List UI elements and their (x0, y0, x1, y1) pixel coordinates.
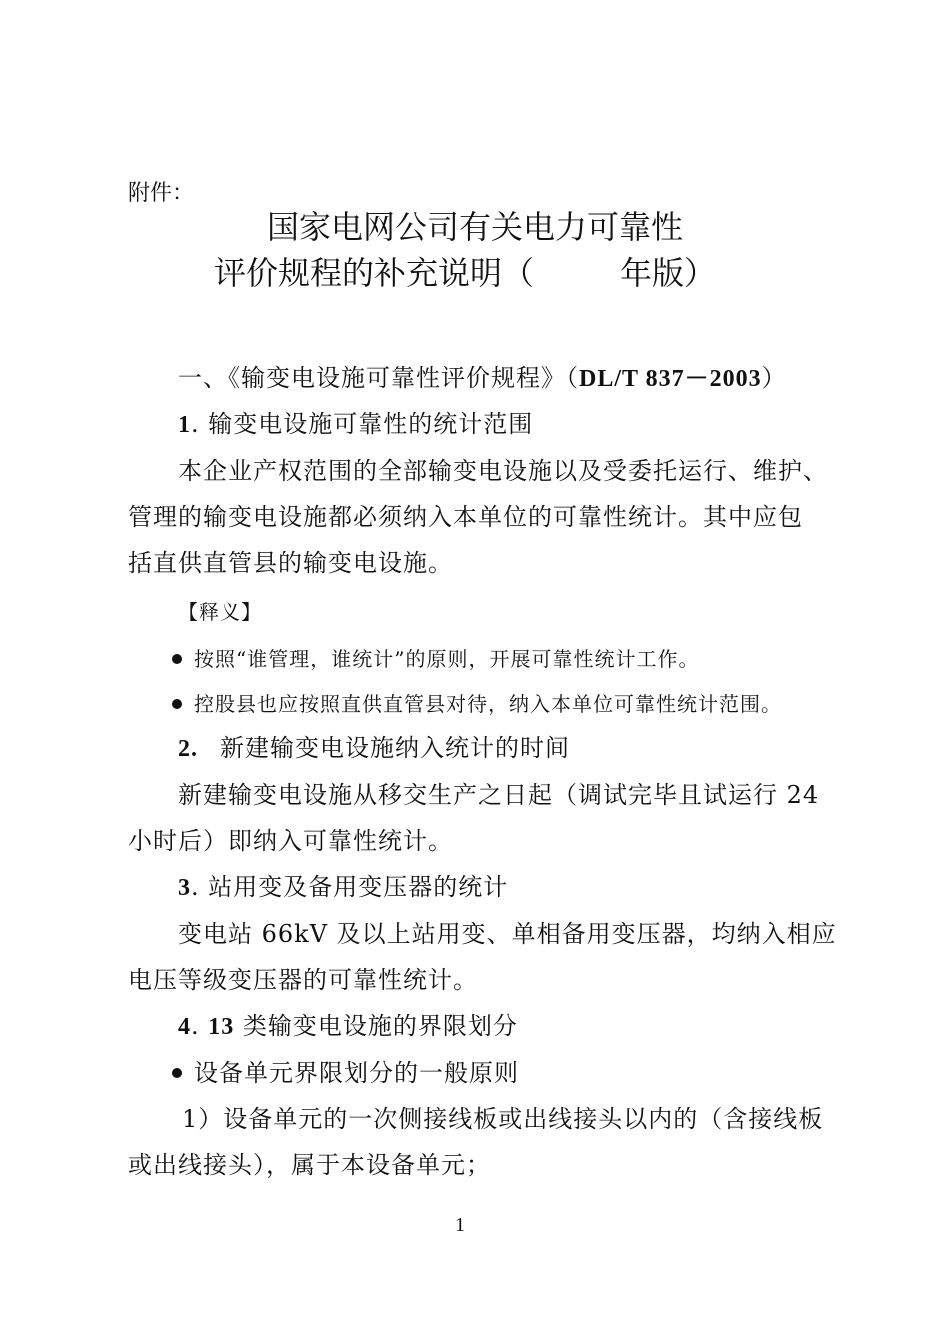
note-bullet-1-text: 按照“谁管理，谁统计”的原则，开展可靠性统计工作。 (194, 647, 700, 671)
item-1-heading (178, 404, 533, 439)
title-line-2-end: 年版） (620, 254, 717, 292)
item-2-paragraph-line-1: 新建输变电设施从移交生产之日起（调试完毕且试运行 24 (178, 781, 820, 809)
item-3-paragraph-line-2: 电压等级变压器的可靠性统计。 (128, 966, 478, 994)
item-4-count: 13 (208, 1014, 235, 1040)
bullet-icon (172, 699, 182, 709)
item-4-paragraph-line-2: 或出线接头），属于本设备单元； (128, 1151, 491, 1179)
item-1-paragraph-line-2: 管理的输变电设施都必须纳入本单位的可靠性统计。其中应包 (128, 503, 803, 531)
item-1-paragraph-line-1: 本企业产权范围的全部输变电设施以及受委托运行、维护、 (178, 457, 828, 485)
item-4-heading (178, 1006, 518, 1041)
item-2-title: 新建输变电设施纳入统计的时间 (220, 734, 570, 762)
title-line-2 (0, 248, 950, 294)
item-4-bullet (172, 1053, 519, 1088)
item-3-paragraph-line-1: 变电站 66kV 及以上站用变、单相备用变压器，均纳入相应 (178, 920, 837, 948)
item-3-number: 3 (178, 875, 191, 901)
note-bullet-2 (172, 688, 782, 717)
bullet-icon (172, 1068, 182, 1078)
note-bullet-2-text: 控股县也应按照直供直管县对待，纳入本单位可靠性统计范围。 (194, 692, 782, 716)
item-2-number: 2. (178, 736, 198, 762)
item-1-number: 1 (178, 412, 191, 438)
section-1-code: DL/T 837－2003 (579, 366, 762, 392)
section-1-heading (178, 358, 787, 393)
item-4-paragraph-line-1: 1）设备单元的一次侧接线板或出线接头以内的（含接线板 (182, 1105, 824, 1133)
bullet-icon (172, 654, 182, 664)
attachment-label: 附件： (128, 181, 195, 206)
item-4-title: 类输变电设施的界限划分 (234, 1012, 518, 1040)
item-1-paragraph-line-3: 括直供直管县的输变电设施。 (128, 549, 453, 577)
item-1-title: . 输变电设施可靠性的统计范围 (191, 410, 534, 438)
item-4-number: 4 (178, 1014, 191, 1040)
section-1-prefix: 一、《输变电设施可靠性评价规程》（ (178, 364, 579, 392)
title-line-2-start: 评价规程的补充说明（ (213, 254, 534, 292)
item-2-heading (178, 728, 570, 763)
item-4-bullet-text: 设备单元界限划分的一般原则 (194, 1059, 519, 1087)
note-label: 【释义】 (178, 600, 262, 624)
item-2-paragraph-line-2: 小时后）即纳入可靠性统计。 (128, 827, 453, 855)
item-3-title: . 站用变及备用变压器的统计 (191, 873, 509, 901)
title-line-1: 国家电网公司有关电力可靠性 (266, 208, 683, 246)
section-1-suffix: ） (761, 364, 787, 392)
item-3-heading (178, 867, 508, 902)
item-4-separator: . (191, 1012, 209, 1040)
note-bullet-1 (172, 643, 699, 672)
page-number: 1 (455, 1214, 465, 1236)
